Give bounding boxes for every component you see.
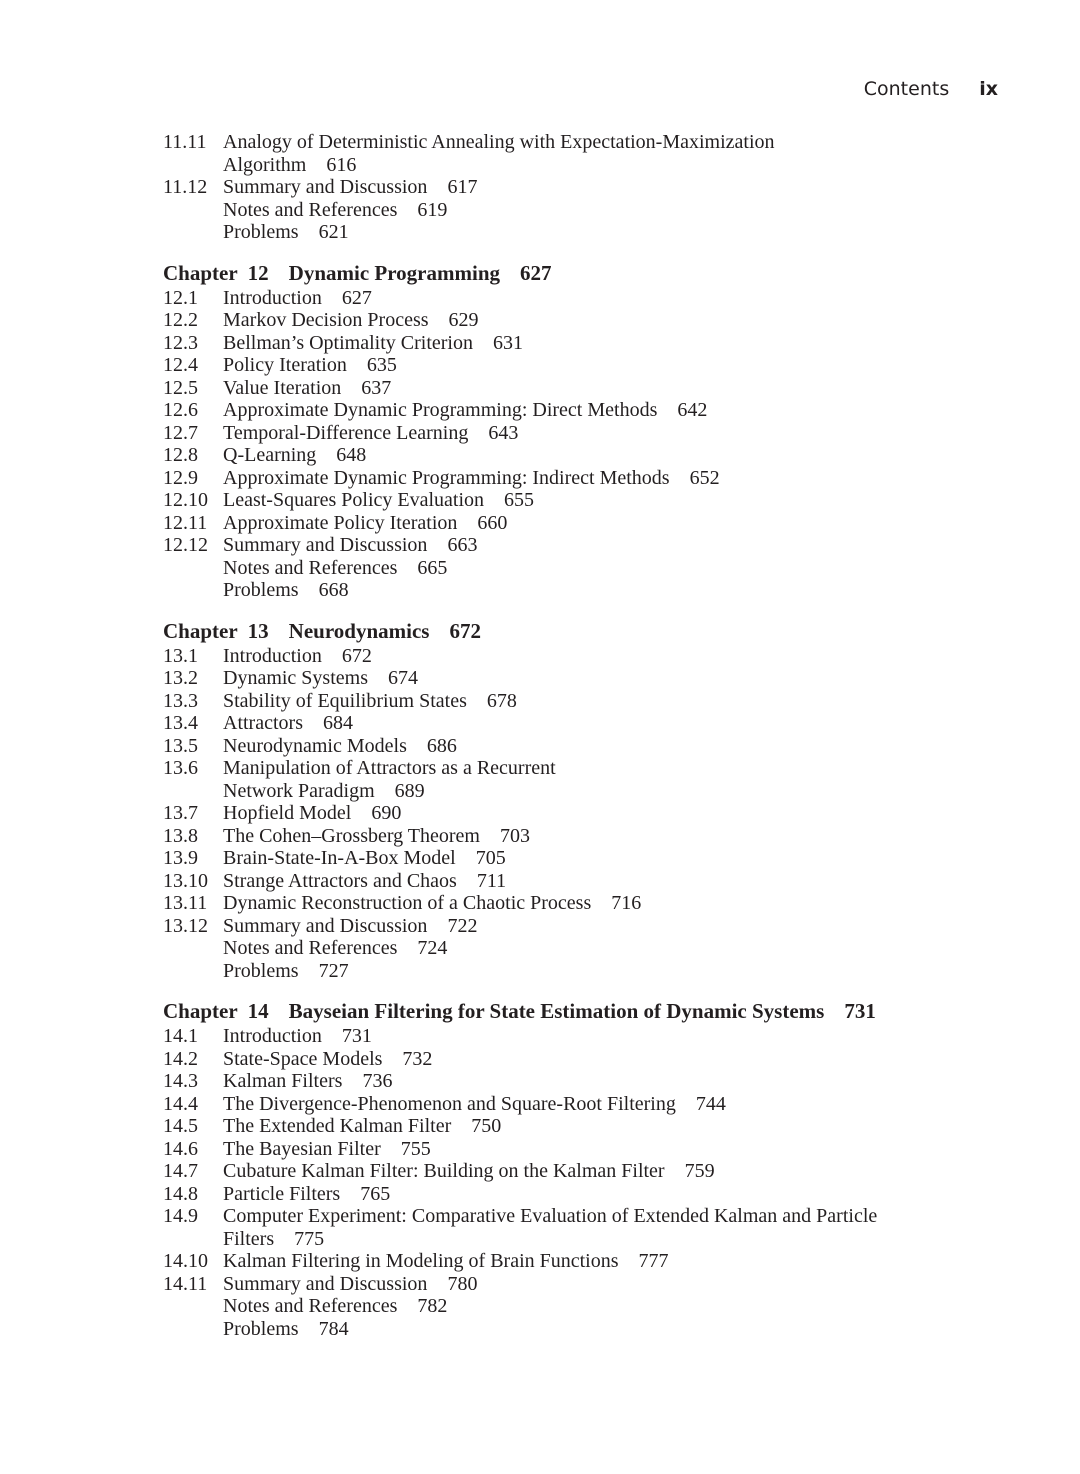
section-title: Filters [223,1227,275,1250]
section-page: 648 [336,444,367,466]
chapter-number: 12 [247,260,269,285]
section-title: Strange Attractors and Chaos [223,869,457,892]
section-page: 631 [492,331,523,354]
section-title: Notes and References [223,198,398,221]
section-page: 711 [476,869,507,892]
toc-entry [163,512,983,535]
section-title-line [223,512,507,535]
toc-entry [163,399,983,422]
section-title: Hopfield Model [223,802,352,824]
section-title: Neurodynamic Models [223,734,407,757]
toc-entry [163,802,983,825]
section-page: 635 [366,354,397,376]
section-title: Summary and Discussion [223,176,428,198]
section-number: 14.1 [163,1025,198,1047]
section-number: 14.5 [163,1115,198,1137]
section-title: Analogy of Deterministic Annealing with Expectation-Maximization [223,131,775,153]
toc-entry [163,199,983,222]
section-page: 665 [417,556,448,579]
section-title: Algorithm [223,153,307,176]
section-number: 12.2 [163,309,198,331]
section-title: State-Space Models [223,1047,383,1070]
section-title-line [223,892,641,915]
section-page: 674 [388,667,418,689]
section-page: 655 [504,489,535,511]
section-title: The Cohen–Grossberg Theorem [223,824,480,847]
section-title-line [223,645,372,668]
section-title-line [223,1070,392,1093]
section-title: Computer Experiment: Comparative Evaluation of Extended Kalman and Particle [223,1205,878,1227]
section-number: 13.9 [163,847,198,869]
section-title: The Bayesian Filter [223,1137,381,1160]
toc-entry [163,847,983,870]
section-page: 705 [475,847,506,869]
section-title-line [223,1250,669,1273]
section-page: 765 [360,1182,391,1205]
section-title: Value Iteration [223,376,342,399]
section-title-line [223,579,349,602]
section-title-line [223,444,366,467]
section-title: Introduction [223,644,322,667]
section-title-line [223,534,477,557]
section-title-line [223,1160,715,1183]
section-page: 689 [394,779,425,802]
chapter-number: 13 [247,618,269,643]
section-title: Approximate Dynamic Programming: Direct Methods [223,399,658,421]
chapter-page: 672 [449,618,481,643]
section-page: 724 [417,937,448,959]
section-title-line [223,960,349,983]
section-number: 14.4 [163,1092,198,1115]
section-title: Temporal-Difference Learning [223,421,469,444]
section-title-line [223,825,530,848]
section-title: Notes and References [223,937,398,959]
toc-entry [163,667,983,690]
chapter-title: Neurodynamics [288,618,430,643]
header-section: Contents [863,78,950,100]
section-page: 744 [695,1092,726,1115]
chapter-label: Chapter [163,260,238,285]
section-title: Introduction [223,286,322,309]
toc-entry [163,960,983,983]
toc-entry [163,579,983,602]
section-title-line [223,467,720,490]
section-title: Notes and References [223,1295,398,1317]
section-title-line [223,1093,726,1116]
toc-entry [163,176,983,199]
section-title: Particle Filters [223,1182,341,1205]
section-page: 716 [611,892,642,914]
toc-entry [163,915,983,938]
section-page: 727 [318,959,349,982]
section-title: Least-Squares Policy Evaluation [223,489,485,511]
section-number: 13.2 [163,667,198,689]
section-number: 13.6 [163,757,198,779]
section-title-line [223,422,518,445]
toc-entry [163,1160,983,1183]
toc-entry [163,690,983,713]
section-number: 11.11 [163,131,207,153]
chapter-title: Dynamic Programming [288,260,501,285]
toc-entry [163,154,983,177]
section-title-line [223,735,457,758]
section-number: 12.8 [163,444,198,466]
toc-entry [163,735,983,758]
toc-entry [163,287,983,310]
toc-entry [163,332,983,355]
toc-entry [163,309,983,332]
section-number: 14.8 [163,1182,198,1205]
toc-entry [163,1205,983,1228]
section-number: 14.9 [163,1205,198,1227]
section-title-line [223,1228,324,1251]
toc-entry [163,444,983,467]
section-title-line [223,847,506,870]
section-page: 759 [684,1160,715,1182]
section-page: 736 [362,1070,393,1092]
section-title-line [223,332,523,355]
section-title: Policy Iteration [223,354,347,376]
section-page: 732 [402,1047,433,1070]
running-header [864,78,998,100]
section-number: 12.10 [163,489,208,511]
section-title-line [223,557,447,580]
section-page: 777 [638,1250,669,1272]
chapter-label: Chapter [163,618,238,643]
section-number: 14.7 [163,1160,198,1182]
toc-entry [163,1318,983,1341]
section-title: Kalman Filters [223,1070,343,1092]
section-page: 775 [294,1227,325,1250]
section-number: 13.3 [163,689,198,712]
section-page: 629 [448,309,479,331]
section-page: 784 [318,1317,349,1340]
section-title-line [223,1183,390,1206]
section-number: 13.8 [163,824,198,847]
toc-entry [163,825,983,848]
toc-entry [163,645,983,668]
toc-entry [163,221,983,244]
section-page: 637 [361,376,392,399]
section-page: 619 [417,198,448,221]
toc-entry [163,131,983,154]
toc-entry [163,1183,983,1206]
section-title-line [223,1318,349,1341]
toc-entry [163,1273,983,1296]
toc-entry [163,1070,983,1093]
section-page: 755 [400,1137,431,1160]
chapter-page: 627 [520,260,552,285]
section-number: 13.12 [163,914,208,937]
section-number: 11.12 [163,176,208,198]
chapter-page: 731 [844,999,876,1023]
section-page: 690 [371,802,402,824]
section-title-line [223,690,517,713]
section-number: 12.6 [163,399,198,421]
toc-entry [163,354,983,377]
section-number: 13.11 [163,892,208,914]
section-title-line [223,354,397,377]
section-title: The Extended Kalman Filter [223,1115,452,1137]
section-title: Summary and Discussion [223,914,428,937]
section-page: 643 [488,421,519,444]
section-title: Kalman Filtering in Modeling of Brain Functions [223,1250,619,1272]
toc-entry [163,757,983,780]
section-title: Markov Decision Process [223,309,429,331]
section-number: 13.10 [163,869,208,892]
section-title: Dynamic Reconstruction of a Chaotic Process [223,892,592,914]
section-page: 616 [326,153,357,176]
section-title: Problems [223,579,299,601]
section-title-line [223,712,353,735]
chapter-heading [163,998,983,1025]
chapter-heading [163,618,983,645]
section-title-line [223,399,707,422]
toc-entry [163,892,983,915]
section-title-line [223,667,418,690]
section-number: 12.4 [163,354,198,376]
section-title-line [223,802,401,825]
section-number: 12.12 [163,534,208,556]
section-page: 652 [689,466,720,489]
toc-entry [163,870,983,893]
section-title-line [223,489,534,512]
section-number: 12.5 [163,376,198,399]
section-page: 660 [477,511,508,534]
toc-entry [163,1025,983,1048]
section-title-line [223,154,356,177]
section-title-line [223,1048,432,1071]
section-number: 12.7 [163,421,198,444]
section-number: 14.6 [163,1137,198,1160]
toc-entry [163,489,983,512]
section-number: 13.5 [163,734,198,757]
section-title: Problems [223,1317,299,1340]
section-page: 617 [447,176,478,198]
section-title-line [223,780,425,803]
section-title: Stability of Equilibrium States [223,689,467,712]
section-page: 684 [322,712,353,734]
section-number: 12.9 [163,466,198,489]
section-title-line [223,221,349,244]
section-number: 14.10 [163,1250,208,1272]
toc-entry [163,1228,983,1251]
section-title: Brain-State-In-A-Box Model [223,847,456,869]
section-title-line [223,915,477,938]
section-title: Problems [223,221,299,243]
section-title: The Divergence-Phenomenon and Square-Root Filtering [223,1092,676,1115]
table-of-contents [163,131,983,1340]
section-number: 12.11 [163,511,208,534]
section-title: Introduction [223,1025,322,1047]
section-title-line [223,287,372,310]
section-number: 13.7 [163,802,198,824]
section-page: 642 [677,399,708,421]
toc-entry [163,937,983,960]
section-title: Approximate Dynamic Programming: Indirect Methods [223,466,670,489]
chapter-label: Chapter [163,999,238,1023]
toc-entry [163,1295,983,1318]
section-title-line [223,377,391,400]
section-page: 627 [341,286,372,309]
section-title: Problems [223,959,299,982]
section-title-line [223,937,447,960]
section-page: 731 [341,1025,372,1047]
section-page: 703 [499,824,530,847]
chapter-heading [163,260,983,287]
section-page: 621 [318,221,349,243]
section-title: Summary and Discussion [223,1272,428,1295]
section-title: Bellman’s Optimality Criterion [223,331,473,354]
section-number: 13.1 [163,644,198,667]
section-title-line [223,1295,447,1318]
section-title-line [223,1115,501,1138]
section-title: Network Paradigm [223,779,375,802]
toc-entry [163,377,983,400]
section-title-line [223,1025,372,1048]
section-title: Dynamic Systems [223,667,368,689]
section-number: 14.2 [163,1047,198,1070]
section-title-line [223,199,447,222]
section-page: 672 [341,644,372,667]
section-page: 780 [447,1272,478,1295]
toc-entry [163,1250,983,1273]
section-title-line [223,176,477,199]
section-number: 14.3 [163,1070,198,1092]
section-title: Approximate Policy Iteration [223,511,458,534]
section-number: 12.1 [163,286,198,309]
section-title-line [223,870,506,893]
section-page: 663 [447,534,478,556]
toc-entry [163,1138,983,1161]
toc-entry [163,422,983,445]
header-page-number: ix [979,78,998,100]
toc-entry [163,780,983,803]
section-number: 13.4 [163,712,198,734]
toc-entry [163,712,983,735]
section-title: Attractors [223,712,303,734]
section-page: 668 [318,579,349,601]
chapter-number: 14 [247,999,269,1023]
toc-entry [163,1093,983,1116]
toc-entry [163,1115,983,1138]
toc-entry [163,557,983,580]
section-page: 686 [426,734,457,757]
section-page: 722 [447,914,478,937]
toc-entry [163,534,983,557]
toc-entry [163,1048,983,1071]
section-title: Q-Learning [223,444,317,466]
section-title-line [223,1273,477,1296]
chapter-title: Bayseian Filtering for State Estimation of Dynamic Systems [288,999,825,1023]
section-title-line [223,1138,431,1161]
section-number: 14.11 [163,1272,208,1295]
toc-entry [163,467,983,490]
section-page: 782 [417,1295,448,1317]
section-page: 750 [471,1115,502,1137]
section-title: Manipulation of Attractors as a Recurrent [223,757,556,779]
section-title: Summary and Discussion [223,534,428,556]
section-title: Cubature Kalman Filter: Building on the Kalman Filter [223,1160,665,1182]
section-title-line [223,309,479,332]
section-title: Notes and References [223,556,398,579]
section-number: 12.3 [163,331,198,354]
section-page: 678 [486,689,517,712]
